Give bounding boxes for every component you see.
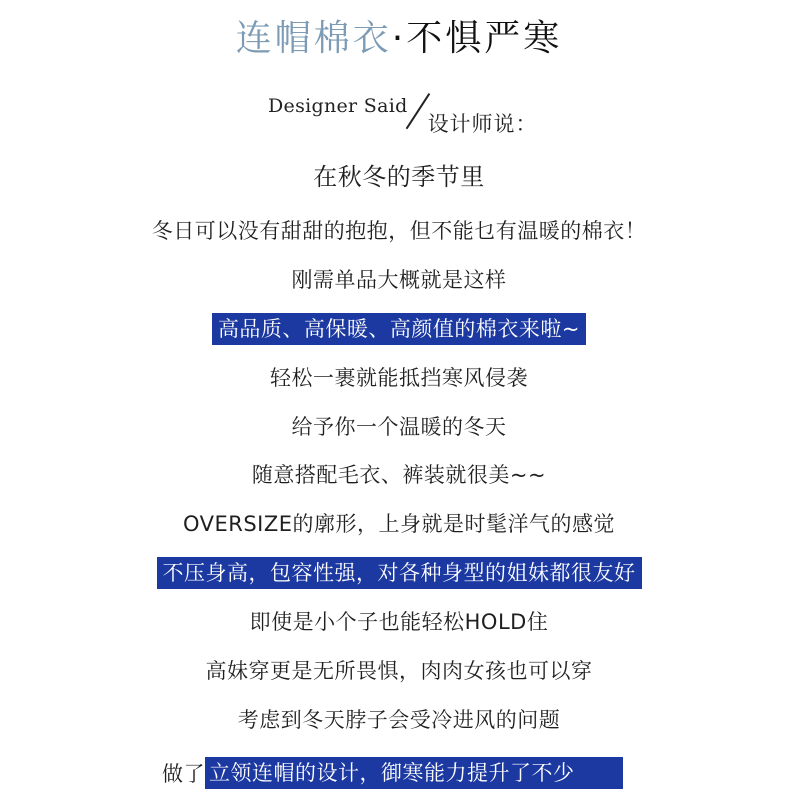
designer-said-chinese: 设计师说： — [427, 112, 538, 136]
text-line-4-highlighted — [0, 313, 798, 345]
text-line-6-content: 给予你一个温暖的冬天 — [291, 415, 507, 439]
text-line-10 — [0, 606, 798, 638]
text-line-2 — [0, 215, 798, 247]
designer-said-english: Designer Said — [268, 95, 408, 117]
text-line-1-content: 在秋冬的季节里 — [313, 163, 485, 191]
text-line-6 — [0, 411, 798, 443]
text-line-9-highlighted — [0, 557, 798, 589]
text-line-2-content: 冬日可以没有甜甜的抱抱，但不能乜有温暖的棉衣！ — [151, 219, 647, 243]
text-line-5 — [0, 362, 798, 394]
title-part-2: ·不惧严寒 — [391, 18, 563, 59]
title-part-1: 连帽棉衣 — [235, 18, 392, 59]
text-line-12 — [0, 704, 798, 736]
text-line-13 — [162, 757, 623, 789]
text-line-3 — [0, 264, 798, 296]
text-line-11-content: 高妹穿更是无所畏惧，肉肉女孩也可以穿 — [205, 659, 593, 683]
highlight-body-shapes: 不压身高，包容性强，对各种身型的姐妹都很友好 — [157, 557, 642, 589]
text-line-12-content: 考虑到冬天脖子会受冷进风的问题 — [237, 708, 561, 732]
text-line-5-content: 轻松一裹就能抵挡寒风侵袭 — [270, 366, 528, 390]
text-line-11 — [0, 655, 798, 687]
text-line-10-content: 即使是小个子也能轻松HOLD住 — [249, 610, 549, 634]
page-title — [0, 14, 798, 64]
designer-said-heading — [268, 92, 538, 136]
last-line-prefix: 做了 — [162, 762, 205, 786]
slash-divider — [410, 92, 426, 132]
text-line-3-content: 刚需单品大概就是这样 — [291, 268, 507, 292]
highlight-quality: 高品质、高保暖、高颜值的棉衣来啦~ — [212, 313, 586, 345]
highlight-collar-design: 立领连帽的设计，御寒能力提升了不少 — [205, 757, 623, 789]
text-line-7-content: 随意搭配毛衣、裤装就很美~~ — [251, 463, 547, 487]
text-line-7 — [0, 459, 798, 491]
text-line-8-content: OVERSIZE的廓形，上身就是时髦洋气的感觉 — [182, 512, 616, 536]
text-line-1 — [0, 161, 798, 193]
text-line-8 — [0, 508, 798, 540]
